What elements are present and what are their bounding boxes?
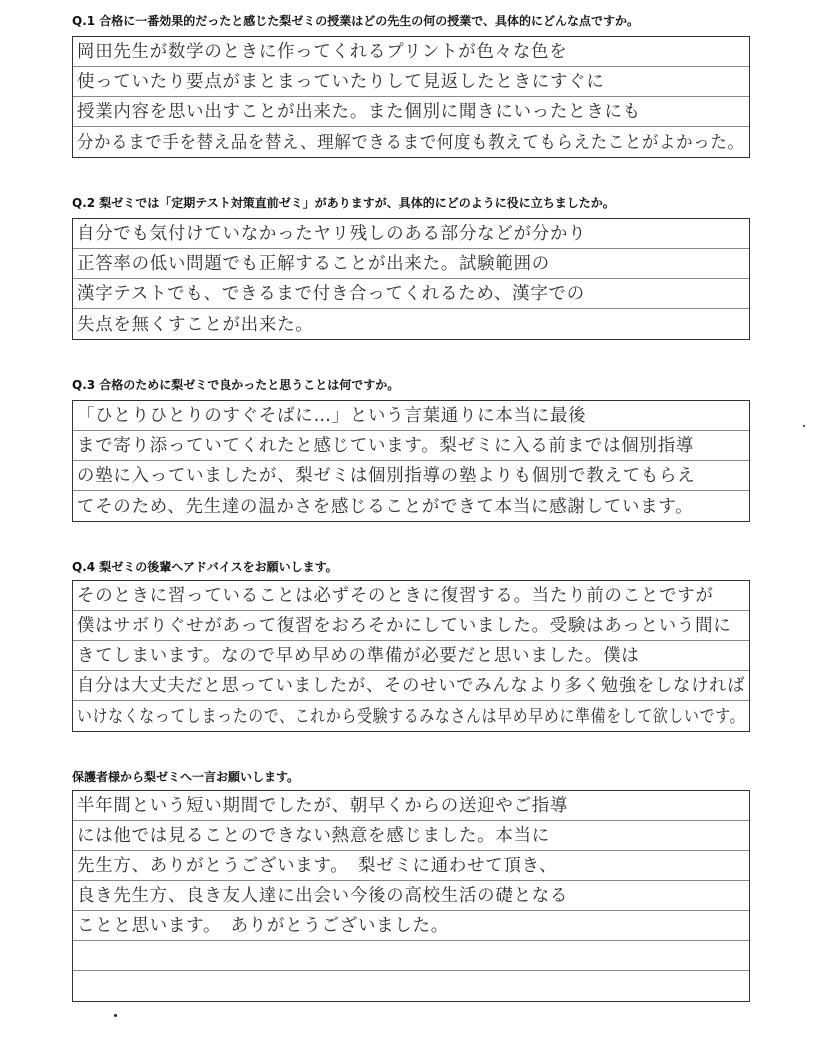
handwritten-text: には他では見ることのできない熱意を感じました。本当に [77, 826, 550, 846]
answer-line [73, 491, 749, 521]
handwritten-text: 分かるまで手を替え品を替え、理解できるまで何度も教えてもらえたことがよかった。 [77, 133, 745, 153]
answer-line [73, 37, 749, 67]
handwritten-text: 失点を無くすことが出来た。 [77, 315, 314, 335]
answer-line [73, 941, 749, 971]
answer-line [73, 401, 749, 431]
answer-line [73, 97, 749, 127]
answer-3-box [72, 400, 750, 522]
handwritten-text: の塾に入っていましたが、梨ゼミは個別指導の塾よりも個別で教えてもらえ [77, 466, 696, 486]
handwritten-text: まで寄り添っていてくれたと感じています。梨ゼミに入る前までは個別指導 [77, 436, 695, 456]
answer-line [73, 219, 749, 249]
answer-line [73, 581, 749, 611]
answer-line [73, 791, 749, 821]
answer-line [73, 431, 749, 461]
answer-line [73, 881, 749, 911]
answer-line [73, 641, 749, 671]
answer-4-box [72, 580, 750, 732]
question-1-heading: Q.1 合格に一番効果的だったと感じた梨ゼミの授業はどの先生の何の授業で、具体的にどんな点ですか。 [72, 14, 640, 28]
handwritten-text: 僕はサボりぐせがあって復習をおろそかにしていました。受験はあっという間に [77, 616, 732, 636]
question-4-heading: Q.4 梨ゼミの後輩へアドバイスをお願いします。 [72, 560, 338, 574]
answer-line [73, 611, 749, 641]
answer-line [73, 279, 749, 309]
handwritten-text: いけなくなってしまったので、これから受験するみなさんは早め早めに準備をして欲しいです。 [77, 707, 746, 727]
handwritten-text: てそのため、先生達の温かさを感じることができて本当に感謝しています。 [77, 497, 694, 517]
answer-line [73, 971, 749, 1001]
answer-line [73, 851, 749, 881]
handwritten-text: 使っていたり要点がまとまっていたりして見返したときにすぐに [77, 72, 605, 92]
answer-1-box [72, 36, 750, 158]
handwritten-text: そのときに習っていることは必ずそのときに復習する。当たり前のことですが [77, 586, 714, 606]
handwritten-text: 半年間という短い期間でしたが、朝早くからの送迎やご指導 [77, 796, 569, 816]
answer-line [73, 701, 749, 731]
handwritten-text: 正答率の低い問題でも正解することが出来た。試験範囲の [77, 254, 550, 274]
answer-line [73, 309, 749, 339]
handwritten-text: 岡田先生が数学のときに作ってくれるプリントが色々な色を [77, 42, 568, 62]
question-2-heading: Q.2 梨ゼミでは「定期テスト対策直前ゼミ」がありますが、具体的にどのように役に立ちましたか。 [72, 196, 615, 210]
handwritten-text: きてしまいます。なので早め早めの準備が必要だと思いました。僕は [77, 646, 640, 666]
answer-line [73, 249, 749, 279]
scan-speck [114, 1014, 117, 1017]
handwritten-text: 漢字テストでも、できるまで付き合ってくれるため、漢字での [77, 284, 585, 304]
answer-line [73, 461, 749, 491]
handwritten-text: 自分は大丈夫だと思っていましたが、そのせいでみんなより多く勉強をしなければ [77, 676, 746, 696]
answer-line [73, 821, 749, 851]
scan-speck [803, 425, 805, 427]
answer-line [73, 127, 749, 157]
handwritten-text: 授業内容を思い出すことが出来た。また個別に聞きにいったときにも [77, 102, 641, 122]
handwritten-text: ことと思います。 ありがとうございました。 [77, 916, 449, 936]
handwritten-text: 「ひとりひとりのすぐそばに…」という言葉通りに本当に最後 [77, 406, 587, 426]
answer-line [73, 67, 749, 97]
handwritten-text: 自分でも気付けていなかったヤリ残しのある部分などが分かり [77, 224, 587, 244]
parents-heading: 保護者様から梨ゼミへ一言お願いします。 [72, 770, 300, 784]
answer-line [73, 671, 749, 701]
answer-2-box [72, 218, 750, 340]
answer-line [73, 911, 749, 941]
handwritten-text: 良き先生方、良き友人達に出会い今後の高校生活の礎となる [77, 886, 569, 906]
question-3-heading: Q.3 合格のために梨ゼミで良かったと思うことは何ですか。 [72, 378, 400, 392]
handwritten-text: 先生方、ありがとうございます。 梨ゼミに通わせて頂き、 [77, 856, 558, 876]
parents-answer-box [72, 790, 750, 1002]
